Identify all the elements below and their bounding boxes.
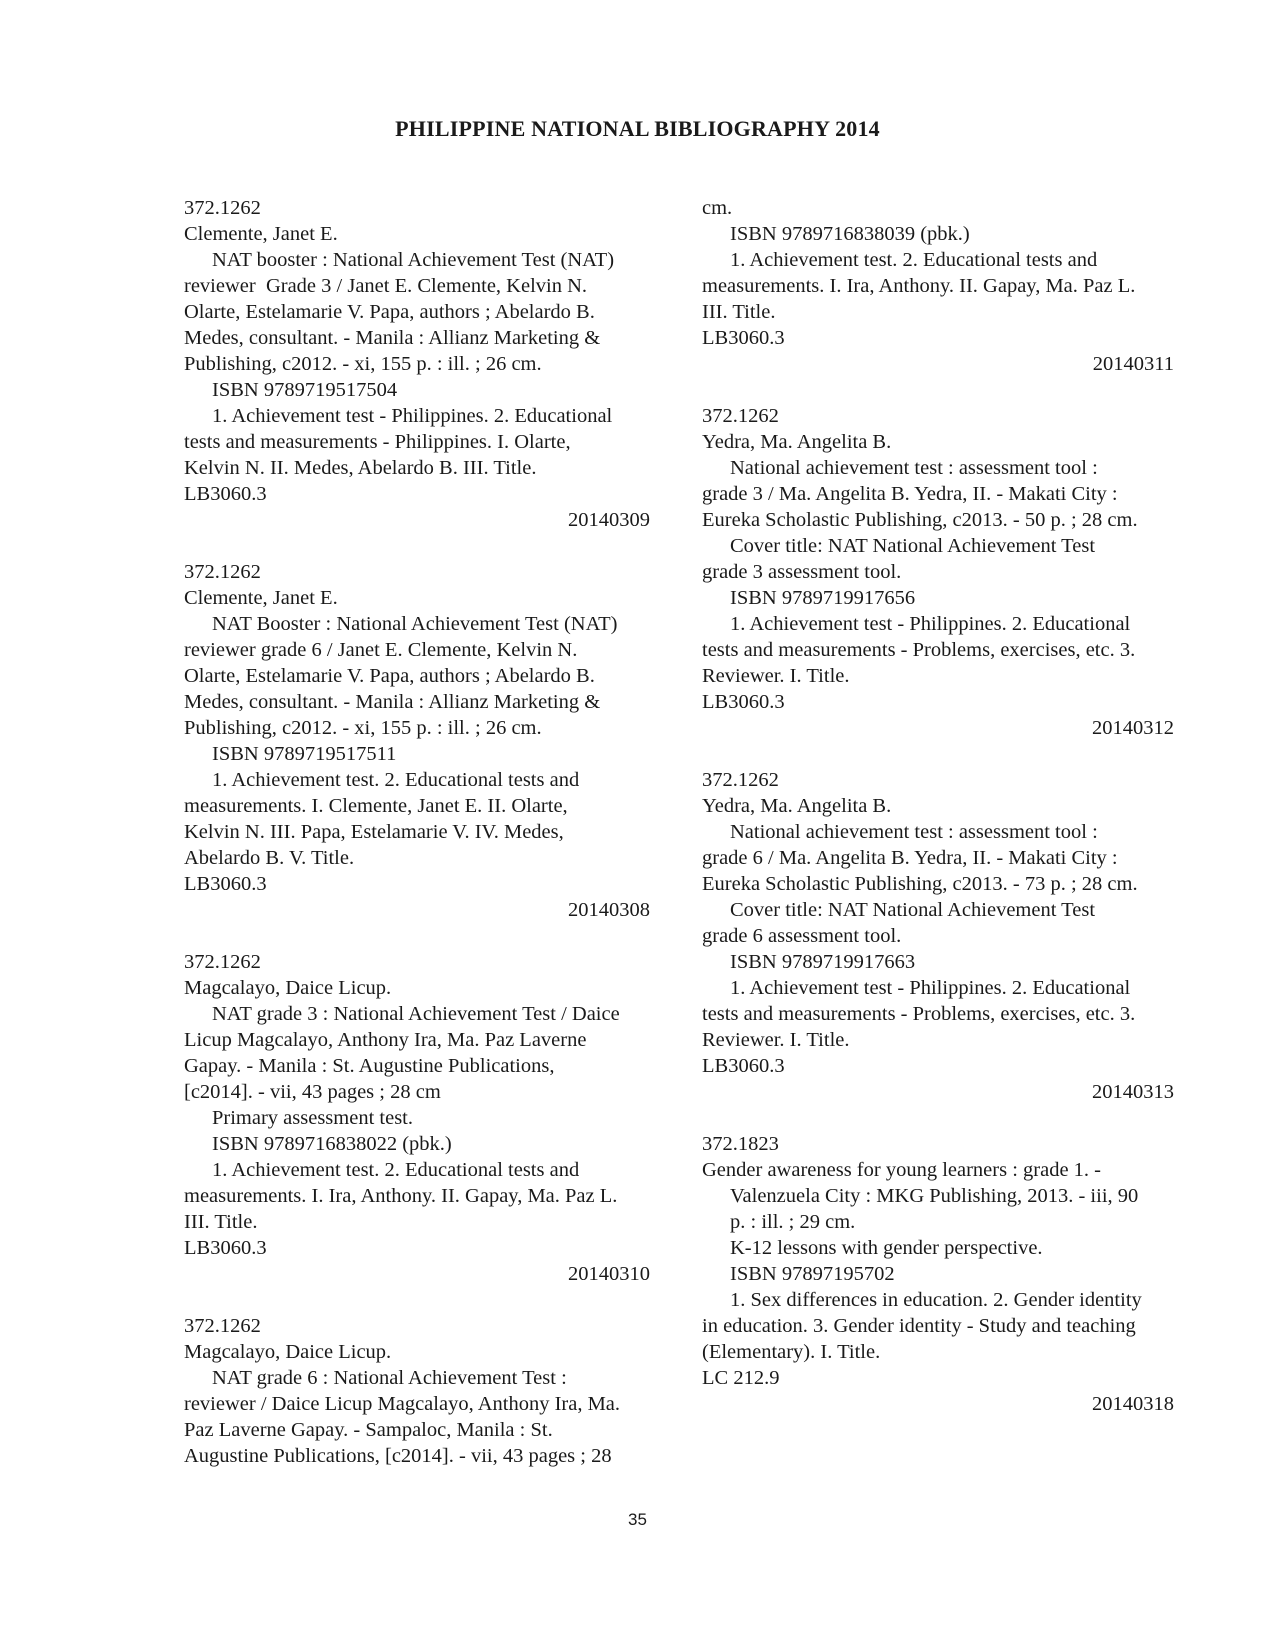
subject-line: 1. Achievement test - Philippines. 2. Educational — [730, 977, 1131, 999]
description-line: Paz Laverne Gapay. - Sampaloc, Manila : St. — [184, 1419, 553, 1441]
entry-date: 20140310 — [568, 1263, 650, 1285]
description-line: Publishing, c2012. - xi, 155 p. : ill. ; 26 cm. — [184, 717, 542, 739]
description-line: NAT grade 3 : National Achievement Test / Daice — [212, 1003, 620, 1025]
description-line: Licup Magcalayo, Anthony Ira, Ma. Paz Laverne — [184, 1029, 587, 1051]
description-line: [c2014]. - vii, 43 pages ; 28 cm — [184, 1081, 441, 1103]
class-number: 372.1262 — [184, 561, 261, 583]
description-line: Olarte, Estelamarie V. Papa, authors ; Abelardo B. — [184, 665, 595, 687]
subject-line: 1. Achievement test - Philippines. 2. Educational — [730, 613, 1131, 635]
subject-line: Kelvin N. III. Papa, Estelamarie V. IV. Medes, — [184, 821, 564, 843]
subject-line: 1. Achievement test - Philippines. 2. Educational — [212, 405, 613, 427]
note: Cover title: NAT National Achievement Test — [730, 535, 1096, 557]
subject-line: measurements. I. Ira, Anthony. II. Gapay, Ma. Paz L. — [702, 275, 1136, 297]
description-line: NAT Booster : National Achievement Test (NAT) — [212, 613, 618, 635]
bibliographic-entry — [702, 403, 1192, 741]
entry-date: 20140311 — [1092, 353, 1174, 375]
description-line: Valenzuela City : MKG Publishing, 2013. - iii, 90 — [730, 1185, 1139, 1207]
author: Clemente, Janet E. — [184, 587, 338, 609]
description-line: NAT booster : National Achievement Test (NAT) — [212, 249, 615, 271]
bibliographic-entry — [702, 767, 1192, 1105]
bibliographic-entry — [184, 195, 670, 533]
isbn: ISBN 9789719517504 — [212, 379, 398, 401]
class-number: 372.1823 — [702, 1133, 779, 1155]
subject-line: Kelvin N. II. Medes, Abelardo B. III. Title. — [184, 457, 537, 479]
author: Clemente, Janet E. — [184, 223, 338, 245]
right-column — [702, 195, 1192, 1417]
description-line: reviewer grade 6 / Janet E. Clemente, Kelvin N. — [184, 639, 578, 661]
description-line: NAT grade 6 : National Achievement Test : — [212, 1367, 567, 1389]
description-line: Publishing, c2012. - xi, 155 p. : ill. ; 26 cm. — [184, 353, 542, 375]
entry-date: 20140312 — [1092, 717, 1174, 739]
call-number: LB3060.3 — [184, 873, 267, 895]
description-line: National achievement test : assessment tool : — [730, 821, 1098, 843]
class-number: 372.1262 — [184, 951, 261, 973]
subject-line: 1. Achievement test. 2. Educational tests and — [730, 249, 1098, 271]
subject-line: tests and measurements - Problems, exercises, etc. 3. — [702, 1003, 1136, 1025]
class-number: 372.1262 — [702, 769, 779, 791]
isbn: ISBN 9789719517511 — [212, 743, 397, 765]
description-line: Eureka Scholastic Publishing, c2013. - 50 p. ; 28 cm. — [702, 509, 1138, 531]
class-number: 372.1262 — [184, 1315, 261, 1337]
description-line: grade 6 / Ma. Angelita B. Yedra, II. - Makati City : — [702, 847, 1118, 869]
subject-line: measurements. I. Clemente, Janet E. II. Olarte, — [184, 795, 568, 817]
isbn: ISBN 9789716838022 (pbk.) — [212, 1133, 452, 1155]
bibliographic-entry — [184, 949, 670, 1287]
call-number: LC 212.9 — [702, 1367, 780, 1389]
subject-line: Reviewer. I. Title. — [702, 1029, 850, 1051]
call-number: LB3060.3 — [184, 483, 267, 505]
subject-line: tests and measurements - Philippines. I. Olarte, — [184, 431, 571, 453]
bibliographic-entry — [184, 1313, 670, 1469]
subject-line: Reviewer. I. Title. — [702, 665, 850, 687]
call-number: LB3060.3 — [184, 1237, 267, 1259]
subject-line: Abelardo B. V. Title. — [184, 847, 355, 869]
description-line: reviewer / Daice Licup Magcalayo, Anthony Ira, Ma. — [184, 1393, 621, 1415]
isbn: ISBN 9789716838039 (pbk.) — [730, 223, 970, 245]
left-column — [184, 195, 670, 1469]
isbn: ISBN 97897195702 — [730, 1263, 895, 1285]
subject-line: (Elementary). I. Title. — [702, 1341, 881, 1363]
subject-line: 1. Achievement test. 2. Educational tests and — [212, 769, 580, 791]
description-line: Olarte, Estelamarie V. Papa, authors ; Abelardo B. — [184, 301, 595, 323]
call-number: LB3060.3 — [702, 1055, 785, 1077]
isbn: ISBN 9789719917663 — [730, 951, 916, 973]
call-number: LB3060.3 — [702, 691, 785, 713]
subject-line: in education. 3. Gender identity - Study and teaching — [702, 1315, 1136, 1337]
continuation-line: cm. — [702, 197, 733, 219]
description-line: National achievement test : assessment tool : — [730, 457, 1098, 479]
description-line: Augustine Publications, [c2014]. - vii, 43 pages ; 28 — [184, 1445, 612, 1467]
page-number: 35 — [628, 1510, 647, 1529]
subject-line: III. Title. — [702, 301, 776, 323]
author: Yedra, Ma. Angelita B. — [702, 431, 892, 453]
title-line: Gender awareness for young learners : grade 1. - — [702, 1159, 1102, 1181]
call-number: LB3060.3 — [702, 327, 785, 349]
class-number: 372.1262 — [184, 197, 261, 219]
subject-line: 1. Sex differences in education. 2. Gender identity — [730, 1289, 1142, 1311]
entry-date: 20140309 — [568, 509, 650, 531]
class-number: 372.1262 — [702, 405, 779, 427]
entry-date: 20140313 — [1092, 1081, 1174, 1103]
description-line: Eureka Scholastic Publishing, c2013. - 73 p. ; 28 cm. — [702, 873, 1138, 895]
author: Magcalayo, Daice Licup. — [184, 977, 392, 999]
author: Magcalayo, Daice Licup. — [184, 1341, 392, 1363]
note: Cover title: NAT National Achievement Test — [730, 899, 1096, 921]
subject-line: III. Title. — [184, 1211, 258, 1233]
bibliographic-entry — [702, 1131, 1192, 1417]
subject-line: tests and measurements - Problems, exercises, etc. 3. — [702, 639, 1136, 661]
bibliographic-entry-continued — [702, 195, 1192, 377]
description-line: grade 3 / Ma. Angelita B. Yedra, II. - Makati City : — [702, 483, 1118, 505]
description-line: p. : ill. ; 29 cm. — [730, 1211, 856, 1233]
description-line: reviewer Grade 3 / Janet E. Clemente, Kelvin N. — [184, 275, 588, 297]
bibliographic-entry — [184, 559, 670, 923]
entry-date: 20140318 — [1092, 1393, 1174, 1415]
page-title: PHILIPPINE NATIONAL BIBLIOGRAPHY 2014 — [395, 116, 880, 141]
note: grade 6 assessment tool. — [702, 925, 902, 947]
description-line: Medes, consultant. - Manila : Allianz Marketing & — [184, 691, 601, 713]
note: Primary assessment test. — [212, 1107, 413, 1129]
note: K-12 lessons with gender perspective. — [730, 1237, 1043, 1259]
author: Yedra, Ma. Angelita B. — [702, 795, 892, 817]
description-line: Gapay. - Manila : St. Augustine Publications, — [184, 1055, 555, 1077]
subject-line: measurements. I. Ira, Anthony. II. Gapay, Ma. Paz L. — [184, 1185, 618, 1207]
isbn: ISBN 9789719917656 — [730, 587, 916, 609]
entry-date: 20140308 — [568, 899, 650, 921]
subject-line: 1. Achievement test. 2. Educational tests and — [212, 1159, 580, 1181]
note: grade 3 assessment tool. — [702, 561, 902, 583]
description-line: Medes, consultant. - Manila : Allianz Marketing & — [184, 327, 601, 349]
